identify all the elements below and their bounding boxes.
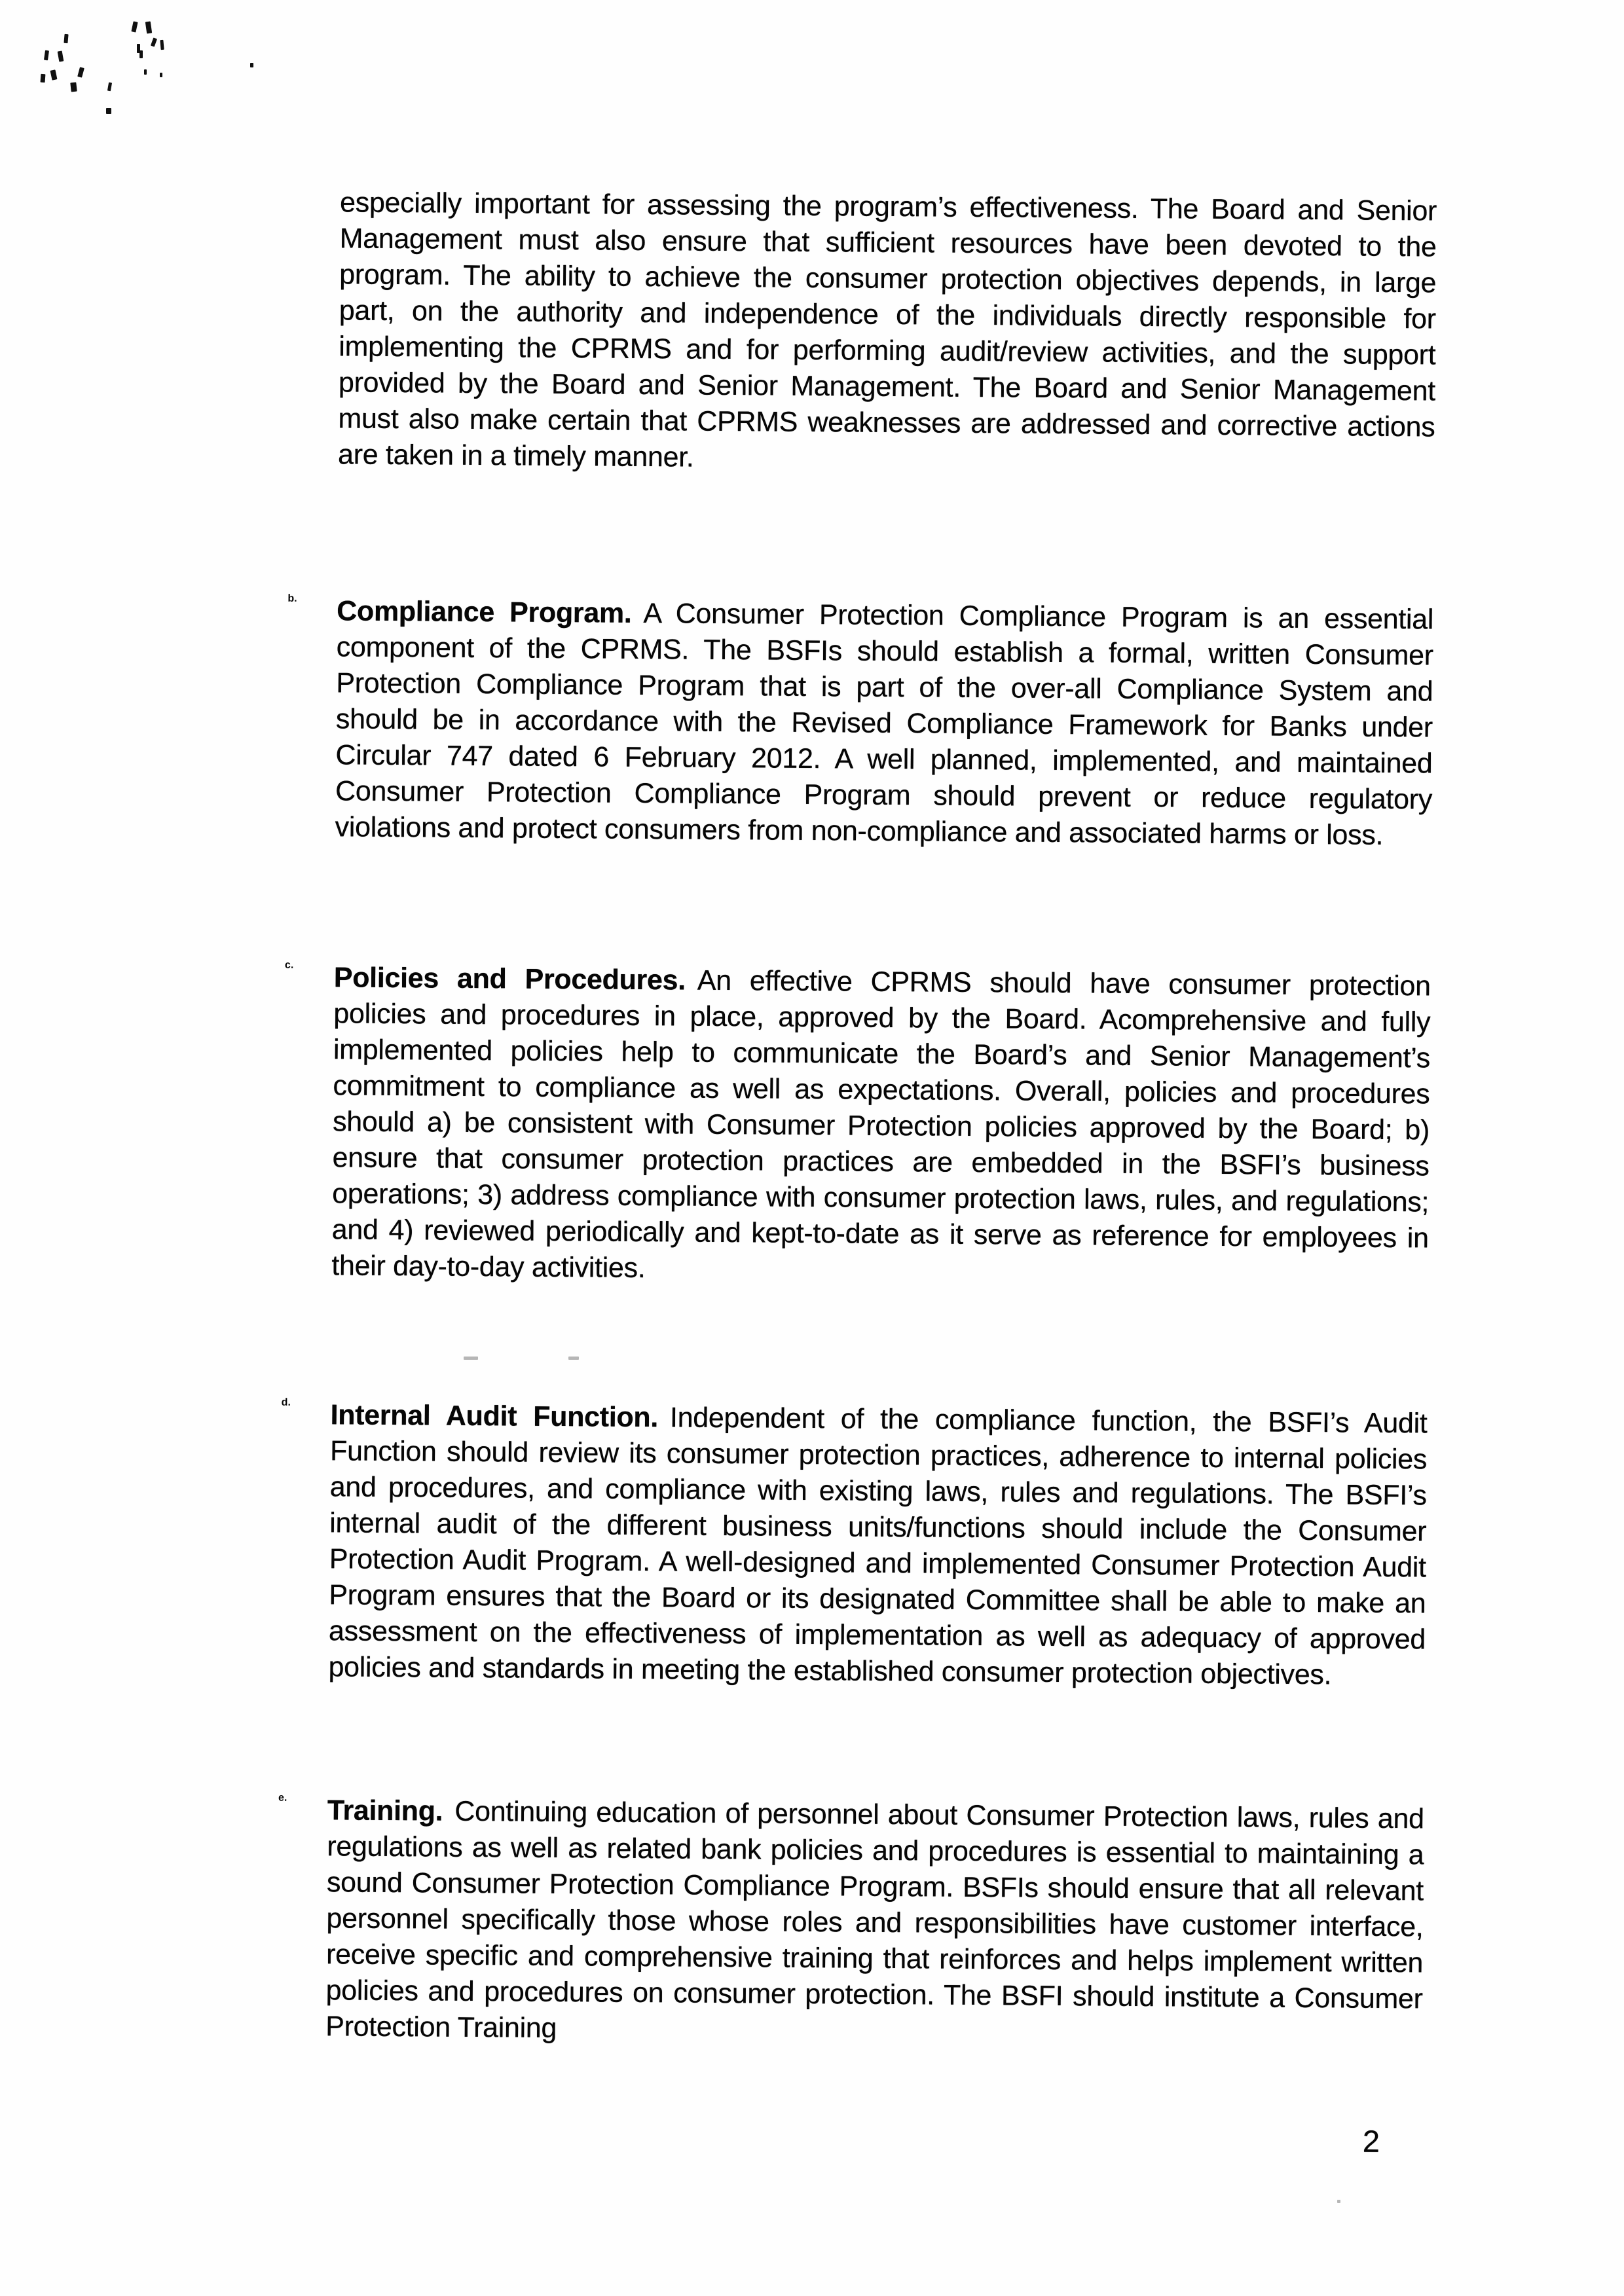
item-text-e [325, 1793, 1424, 2053]
item-title-d: Internal Audit Function. [330, 1399, 659, 1434]
item-body-e: Continuing education of personnel about Consumer Protection laws, rules and regulations as well as related bank policies and procedures is essential to maintaining a sound Consumer Protection Compliance Program. BSFIs should ensure that all relevant personnel specifically those whose roles and responsibilities have customer interface, receive specific and comprehensive training that reinforces and helps implement written policies and procedures on consumer protection. The BSFI should institute a Consumer Protection Training [325, 1795, 1424, 2045]
item-label-e: e. [278, 1792, 287, 1804]
item-title-c: Policies and Procedures. [333, 962, 686, 996]
item-label-b: b. [287, 592, 297, 604]
item-body-d: Independent of the compliance function, the BSFI’s Audit Function should review its consumer protection practices, adherence to internal policies and procedures, and compliance with existing laws, rules and regulations. The BSFI’s internal audit of the different business units/functions should include the Consumer Protection Audit Program. A well-designed and implemented Consumer Protection Audit Program ensures that the Board or its designated Committee shall be able to make an assessment on the effectiveness of implementation as well as adequacy of approved policies and standards in meeting the established consumer protection objectives. [328, 1402, 1428, 1691]
list-item-b [286, 593, 1433, 854]
item-body-c: An effective CPRMS should have consumer protection policies and procedures in place, approved by the Board. Acomprehensive and fully implemented policies help to communicate the Board’s and Senior Management’s commitment to compliance as well as expectations. Overall, policies and procedures should a) be consistent with Consumer Protection policies approved by the Board; b) ensure that consumer protection practices are embedded in the BSFI’s business operations; 3) address compliance with consumer protection laws, rules, and regulations; and 4) reviewed periodically and kept-to-date as it serve as reference for employees in their day-to-day activities. [331, 964, 1431, 1285]
page-number: 2 [1362, 2123, 1380, 2159]
item-label-d: d. [281, 1396, 291, 1408]
item-text-d [328, 1397, 1427, 1694]
item-text-c [331, 960, 1431, 1292]
list-item-e [276, 1793, 1424, 2054]
list-item-c [282, 960, 1431, 1293]
list-item-d [279, 1397, 1427, 1694]
item-title-e: Training. [327, 1795, 443, 1827]
item-label-c: c. [284, 959, 294, 971]
item-text-b [335, 593, 1433, 854]
item-body-b: A Consumer Protection Compliance Program is an essential component of the CPRMS. The BSFIs should establish a formal, written Consumer Protection Compliance Program that is part of the over-all Compliance System and should be in accordance with the Revised Compliance Framework for Banks under Circular 747 dated 6 February 2012. A well planned, implemented, and maintained Consumer Protection Compliance Program should prevent or reduce regulatory violations and protect consumers from non-compliance and associated harms or loss. [335, 598, 1434, 851]
item-title-b: Compliance Program. [337, 595, 632, 629]
paragraph-intro: especially important for assessing the program’s effectiveness. The Board and Senior Management must also ensure that sufficient resources have been devoted to the program. The ability to achieve the consumer protection objectives depends, in large part, on the authority and independence of the individuals directly responsible for implementing the CPRMS and for performing audit/review activities, and the support provided by the Board and Senior Management. The Board and Senior Management must also make certain that CPRMS weaknesses are addressed and corrective actions are taken in a timely manner. [337, 187, 1437, 473]
